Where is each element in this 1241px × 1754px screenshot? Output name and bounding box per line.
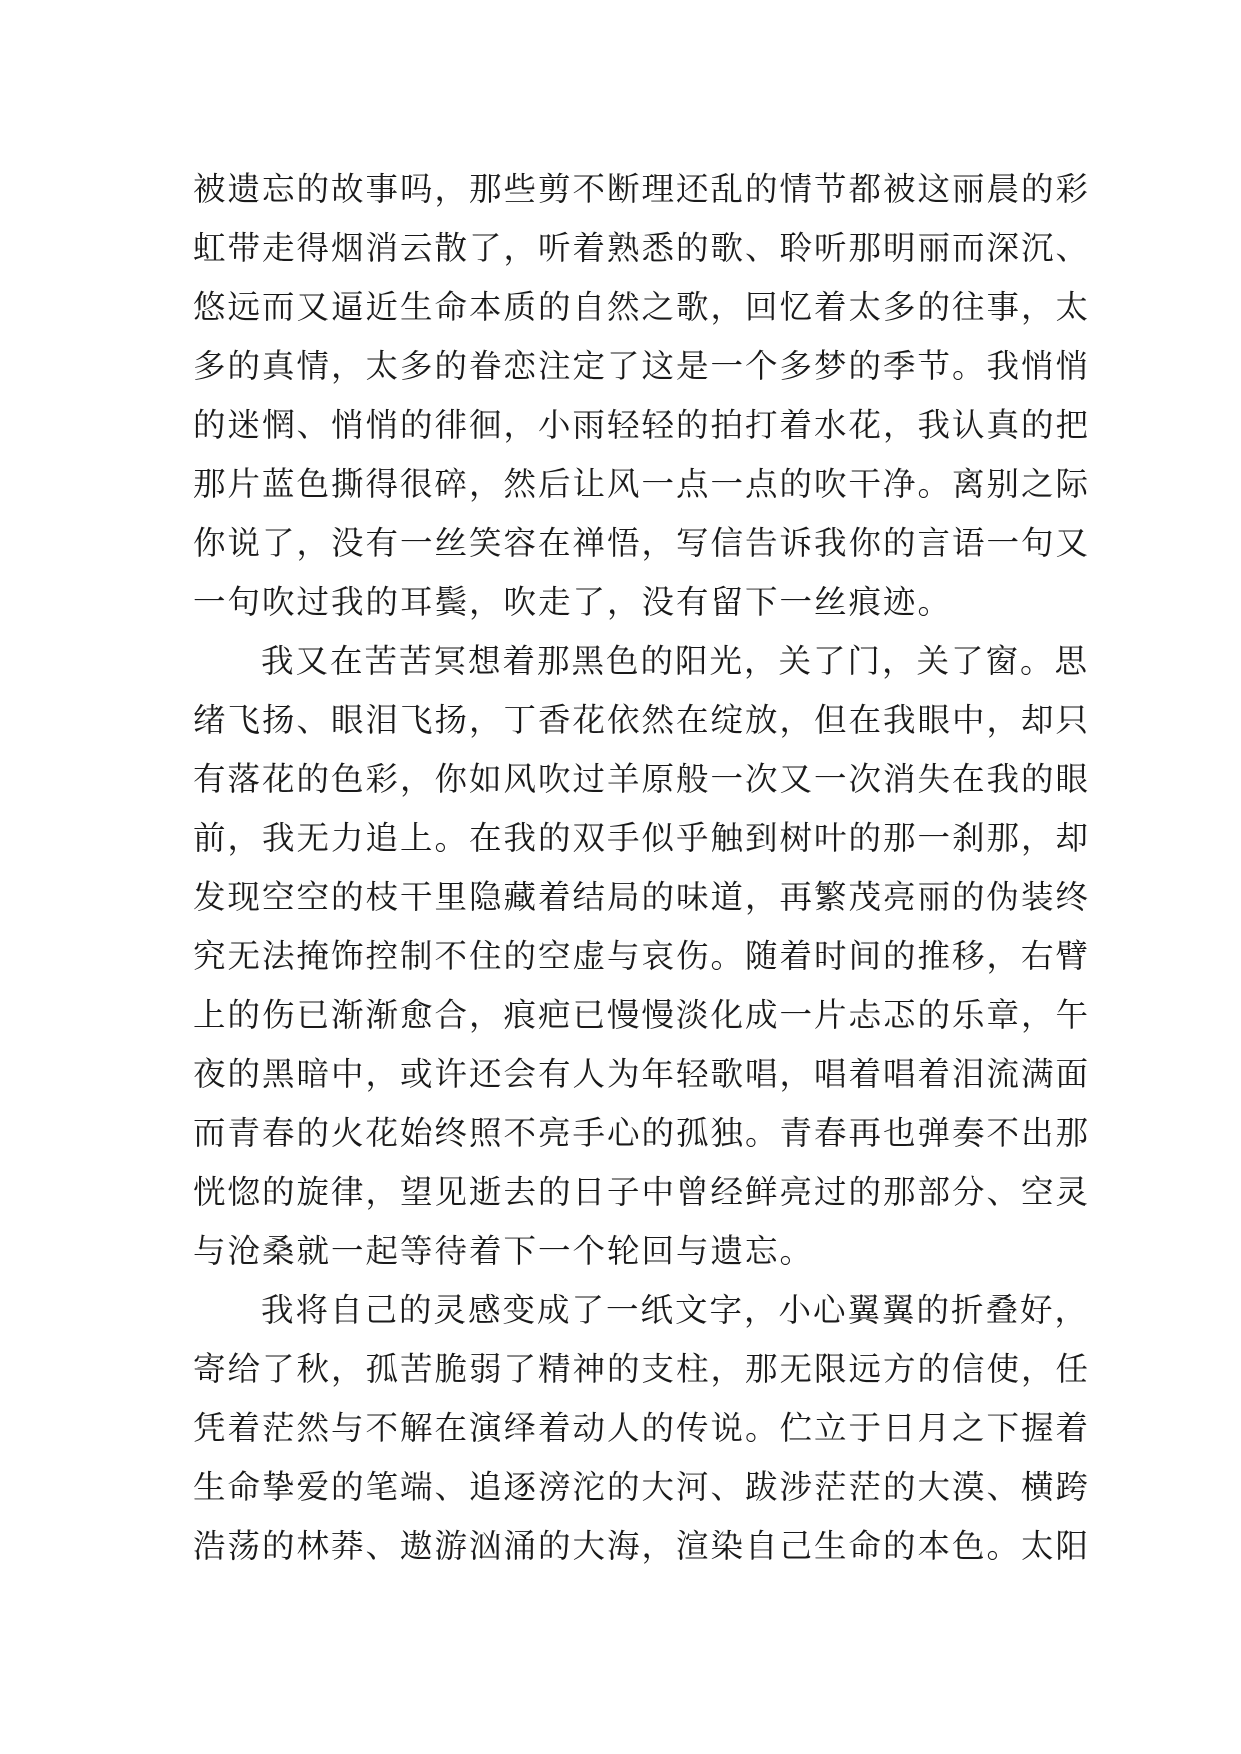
text-line: 前，我无力追上。在我的双手似乎触到树叶的那一刹那，却 [193,819,1091,857]
text-line: 浩荡的林莽、遨游汹涌的大海，渲染自己生命的本色。太阳 [193,1527,1091,1565]
text-line: 绪飞扬、眼泪飞扬，丁香花依然在绽放，但在我眼中，却只 [193,701,1091,739]
paragraph-3 [193,1281,1091,1576]
text-line: 上的伤已渐渐愈合，痕疤已慢慢淡化成一片忐忑的乐章，午 [193,996,1091,1034]
text-line: 有落花的色彩，你如风吹过羊原般一次又一次消失在我的眼 [193,760,1091,798]
text-line: 你说了，没有一丝笑容在禅悟，写信告诉我你的言语一句又 [193,524,1091,562]
text-line: 的迷惘、悄悄的徘徊，小雨轻轻的拍打着水花，我认真的把 [193,406,1091,444]
text-line: 多的真情，太多的眷恋注定了这是一个多梦的季节。我悄悄 [193,347,1091,385]
paragraph-2 [193,632,1091,1281]
text-line: 生命挚爱的笔端、追逐滂沱的大河、跋涉茫茫的大漠、横跨 [193,1468,1091,1506]
text-line: 虹带走得烟消云散了，听着熟悉的歌、聆听那明丽而深沉、 [193,229,1091,267]
text-line: 凭着茫然与不解在演绎着动人的传说。伫立于日月之下握着 [193,1409,1091,1447]
paragraph-1 [193,160,1091,632]
text-line: 而青春的火花始终照不亮手心的孤独。青春再也弹奏不出那 [193,1114,1091,1152]
text-line: 恍惚的旋律，望见逝去的日子中曾经鲜亮过的那部分、空灵 [193,1173,1091,1211]
text-line: 那片蓝色撕得很碎，然后让风一点一点的吹干净。离别之际 [193,465,1091,503]
text-line: 悠远而又逼近生命本质的自然之歌，回忆着太多的往事，太 [193,288,1091,326]
text-line: 夜的黑暗中，或许还会有人为年轻歌唱，唱着唱着泪流满面 [193,1055,1091,1093]
text-line: 我又在苦苦冥想着那黑色的阳光，关了门，关了窗。思 [261,642,1090,680]
text-line: 一句吹过我的耳鬓，吹走了，没有留下一丝痕迹。 [193,583,953,621]
text-line: 究无法掩饰控制不住的空虚与哀伤。随着时间的推移，右臂 [193,937,1091,975]
text-line: 发现空空的枝干里隐藏着结局的味道，再繁茂亮丽的伪装终 [193,878,1091,916]
text-line: 寄给了秋，孤苦脆弱了精神的支柱，那无限远方的信使，任 [193,1350,1091,1388]
text-line: 被遗忘的故事吗，那些剪不断理还乱的情节都被这丽晨的彩 [193,170,1091,208]
text-line: 我将自己的灵感变成了一纸文字，小心翼翼的折叠好， [261,1291,1090,1329]
document-body [193,160,1091,1576]
text-line: 与沧桑就一起等待着下一个轮回与遗忘。 [193,1232,815,1270]
